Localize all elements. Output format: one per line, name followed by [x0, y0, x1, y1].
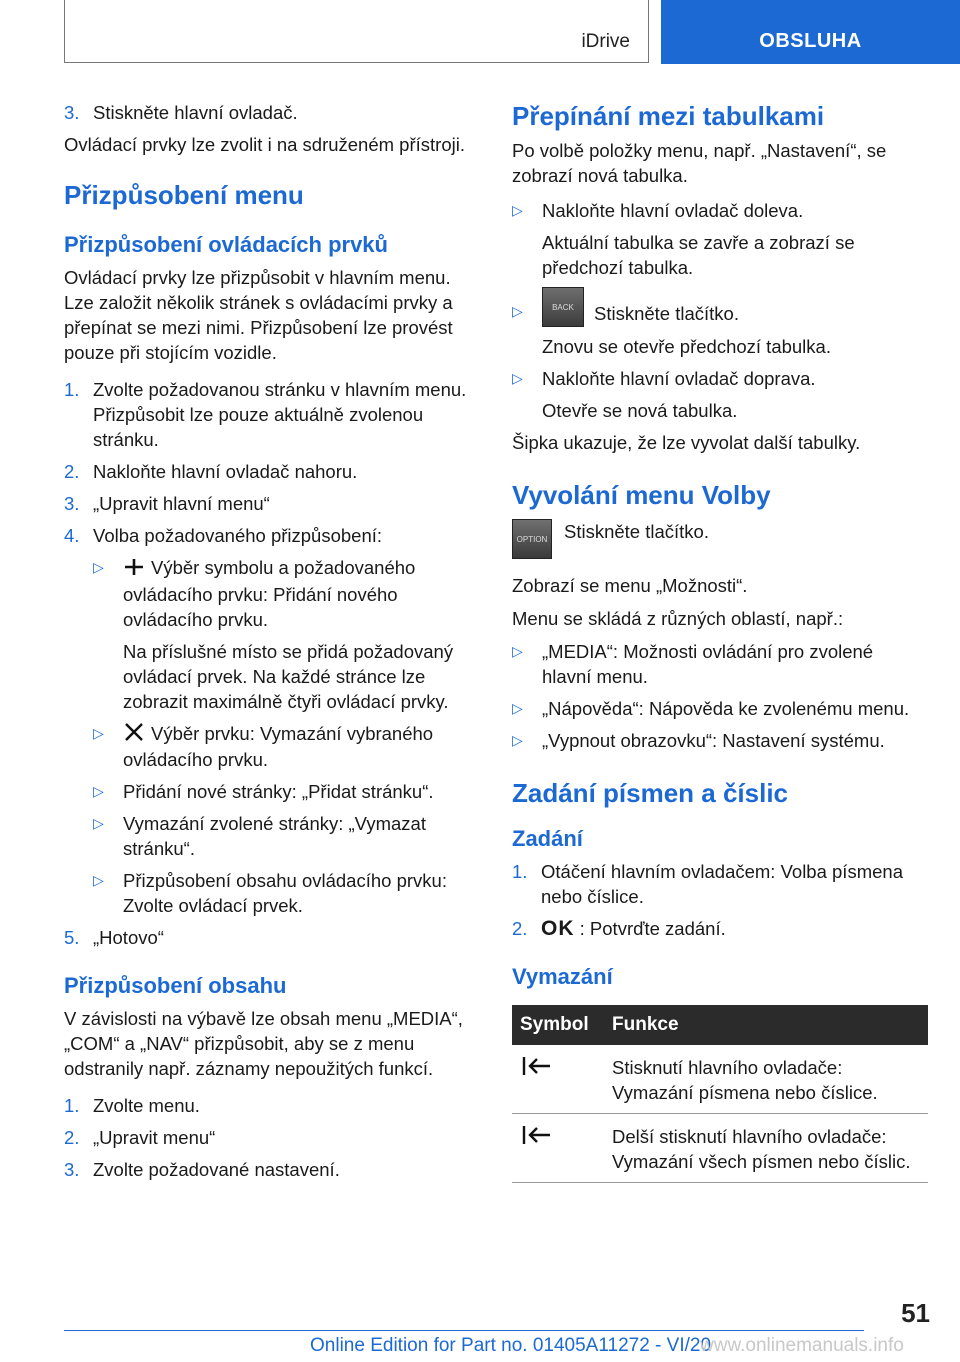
step: 2. Nakloňte hlavní ovladač nahoru.: [64, 461, 358, 482]
triangle-bullet-icon: ▷: [512, 643, 523, 659]
heading-menu: Přizpůsobení menu: [64, 180, 304, 210]
triangle-bullet-icon: ▷: [512, 370, 523, 386]
page-number: 51: [901, 1298, 930, 1328]
list-item: ▷ „Vypnout obrazovku“: Nastavení systému.: [512, 730, 885, 751]
heading-volby: Vyvolání menu Volby: [512, 480, 771, 510]
list-item: ▷ Výběr prvku: Vymazání vybraného ovládacího prvku.: [93, 722, 434, 771]
back-button-icon: BACK: [542, 287, 584, 327]
step: 3. „Upravit hlavní menu“: [64, 493, 270, 514]
option-button-icon: OPTION: [512, 519, 552, 559]
step: 1. Zvolte menu.: [64, 1095, 200, 1117]
triangle-bullet-icon: ▷: [93, 815, 104, 832]
triangle-bullet-icon: ▷: [512, 303, 523, 319]
triangle-bullet-icon: ▷: [93, 872, 104, 889]
header-frame: [64, 0, 649, 63]
list-item: ▷ Přizpůsobení obsahu ovládacího prvku: Zvolte ovládací prvek.: [93, 870, 447, 917]
step: 2. „Upravit menu“: [64, 1127, 216, 1149]
table-row: Delší stisknutí hlavního ovladače: Vymazání všech písmen nebo číslic.: [512, 1114, 928, 1183]
close-icon: [123, 722, 145, 747]
step: 1. Zvolte požadovanou stránku v hlavním menu. Přizpůsobit lze pouze aktuálně zvolenou stránku.: [64, 379, 467, 450]
triangle-bullet-icon: ▷: [93, 783, 104, 800]
ok-icon: OK: [541, 917, 575, 940]
edition-text: Online Edition for Part no. 01405A11272 - VI/20: [310, 1335, 712, 1356]
plus-icon: [123, 557, 145, 582]
right-column: Přepínání mezi tabulkami Po volbě položky menu, např. „Nastavení“, se zobrazí nová tabulka. ▷ Nakloňte hlavní ovladač doleva. Aktuální tabulka se zavře a zobrazí se předchozí tabulka. ▷ BACK Stiskněte tlačítko. Znovu se otevře předchozí tabulka. ▷ Nakloňte hlavní ovladač doprava. Otevře se nová tabulka. Šipka ukazuje, že lze vyvolat další tabulky. Vyvolání menu Volby OPTION Stiskněte tlačítko. Zobrazí se menu „Možnosti“. Menu se skládá z různých oblastí, např.: ▷ „MEDIA“: Možnosti ovládání pro zvolené hlavní menu. ▷ „Nápověda“: Nápověda ke zvolenému menu. ▷ „Vypnout obrazovku“: Nastavení systému. Zadání písmen a číslic Zadání 1. Otáčení hlavním ovladačem: Volba písmena nebo číslice. 2. OK : Potvrďte zadání. Vymazání Symbol Funkce Stisknutí hlavního ovladače: Vymazání písmena nebo číslice. Delší stisknutí hlavního ovladače: Vymazání všech písmen nebo číslic.: [512, 100, 924, 1183]
list-item: ▷ Nakloňte hlavní ovladač doleva. Aktuální tabulka se zavře a zobrazí se předchozí tabulka.: [512, 200, 855, 278]
footer-divider: [64, 1330, 864, 1331]
backspace-icon: [512, 1045, 604, 1114]
column-header-funkce: Funkce: [604, 1005, 928, 1045]
table-row: Stisknutí hlavního ovladače: Vymazání písmena nebo číslice.: [512, 1045, 928, 1114]
section-title: iDrive: [581, 31, 630, 52]
step: 1. Otáčení hlavním ovladačem: Volba písmena nebo číslice.: [512, 861, 903, 907]
heading-obsahu: Přizpůsobení obsahu: [64, 973, 287, 999]
step: 5. „Hotovo“: [64, 927, 164, 949]
list-item: ▷ „Nápověda“: Nápověda ke zvolenému menu.: [512, 698, 910, 719]
triangle-bullet-icon: ▷: [93, 559, 104, 575]
triangle-bullet-icon: ▷: [512, 732, 523, 748]
backspace-icon: [512, 1114, 604, 1183]
list-item: ▷ Vymazání zvolené stránky: „Vymazat stránku“.: [93, 813, 426, 860]
chapter-tab: OBSLUHA: [661, 0, 960, 64]
watermark: www.onlinemanuals.info: [700, 1335, 904, 1356]
heading-zadani-pismen: Zadání písmen a číslic: [512, 778, 788, 808]
column-header-symbol: Symbol: [512, 1005, 604, 1045]
heading-prvku: Přizpůsobení ovládacích prvků: [64, 232, 388, 257]
step: 3. Zvolte požadované nastavení.: [64, 1159, 340, 1181]
heading-zadani: Zadání: [512, 826, 583, 851]
list-item: ▷ Nakloňte hlavní ovladač doprava. Otevře se nová tabulka.: [512, 368, 816, 421]
triangle-bullet-icon: ▷: [512, 202, 523, 218]
step: 4. Volba požadovaného přizpůsobení:: [64, 525, 383, 546]
list-item: ▷ BACK Stiskněte tlačítko. Znovu se otevře předchozí tabulka.: [512, 287, 924, 359]
triangle-bullet-icon: ▷: [512, 700, 523, 716]
list-item: ▷ „MEDIA“: Možnosti ovládání pro zvolené hlavní menu.: [512, 641, 874, 687]
step: 2. OK : Potvrďte zadání.: [512, 917, 726, 940]
list-item: ▷ Výběr symbolu a požadovaného ovládacího prvku: Přidání nového ovládacího prvku. Na příslušné místo se přidá požadovaný ovládací prvek. Na každé stránce lze zobrazit maximálně čtyři ovládací prvky.: [93, 557, 454, 712]
left-column: 3. Stiskněte hlavní ovladač. Ovládací prvky lze zvolit i na sdruženém přístroji. Přizpůsobení menu Přizpůsobení ovládacích prvků Ovládací prvky lze přizpůsobit v hlavním menu. Lze založit několik stránek s ovládacími prvky a přepínat se mezi nimi. Přizpůsobení lze provést pouze při stojícím vozidle. 1. Zvolte požadovanou stránku v hlavním menu. Přizpůsobit lze pouze aktuálně zvolenou stránku. 2. Nakloňte hlavní ovladač nahoru. 3. „Upravit hlavní menu“ 4. Volba požadovaného přizpůsobení: ▷ Výběr symbolu a požadovaného ovládacího prvku: Přidání nového ovládacího prvku. Na příslušné místo se přidá požadovaný ovládací prvek. Na každé stránce lze zobrazit maximálně čtyři ovládací prvky. ▷ Výběr prvku: Vymazání vybraného ovládacího prvku. ▷ Přidání nové stránky: „Přidat stránku“. ▷ Vymazání zvolené stránky: „Vymazat stránku“. ▷ Přizpůsobení obsahu ovládacího prvku: Zvolte ovládací prvek. 5. „Hotovo“ Přizpůsobení obsahu V závislosti na výbavě lze obsah menu „MEDIA“, „COM“ a „NAV“ přizpůsobit, aby se z menu odstranily např. záznamy nepoužitých funkcí. 1. Zvolte menu. 2. „Upravit menu“ 3. Zvolte požadované nastavení.: [64, 100, 476, 1189]
triangle-bullet-icon: ▷: [93, 724, 104, 741]
heading-tabulky: Přepínání mezi tabulkami: [512, 101, 825, 131]
list-item: ▷ Přidání nové stránky: „Přidat stránku“.: [93, 781, 434, 803]
heading-vymazani: Vymazání: [512, 964, 613, 989]
step: 3. Stiskněte hlavní ovladač.: [64, 102, 298, 123]
symbol-table: [512, 1005, 928, 1183]
